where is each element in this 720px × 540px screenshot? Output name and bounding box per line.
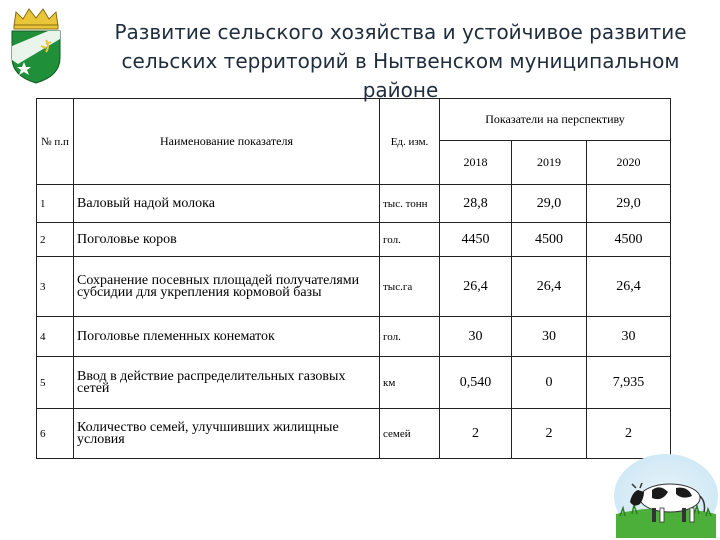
indicators-table [36, 98, 671, 459]
row-value-2018: 30 [440, 317, 512, 357]
row-unit: тыс.га [380, 257, 440, 317]
title-line-1: Развитие сельского хозяйства и устойчивое развитие [114, 20, 687, 44]
row-num: 1 [37, 185, 74, 223]
row-name: Ввод в действие распределительных газовых сетей [74, 357, 380, 409]
row-value-2018: 4450 [440, 223, 512, 257]
row-value-2019: 0 [512, 357, 587, 409]
cow-on-grass-image [610, 448, 718, 538]
table-row [37, 257, 671, 317]
row-value-2020: 26,4 [587, 257, 671, 317]
row-name: Количество семей, улучшивших жилищные условия [74, 409, 380, 459]
row-name: Сохранение посевных площадей получателями субсидии для укрепления кормовой базы [74, 257, 380, 317]
row-value-2020: 30 [587, 317, 671, 357]
table-header-row [37, 99, 671, 141]
header-year: 2020 [587, 141, 671, 185]
row-value-2019: 4500 [512, 223, 587, 257]
page-title [88, 18, 713, 105]
row-value-2018: 28,8 [440, 185, 512, 223]
coat-of-arms-icon [8, 6, 64, 84]
header-year: 2019 [512, 141, 587, 185]
table-row [37, 317, 671, 357]
table-row [37, 409, 671, 459]
header-num: № п.п [37, 99, 74, 185]
row-name: Поголовье коров [74, 223, 380, 257]
row-name: Поголовье племенных конематок [74, 317, 380, 357]
row-num: 5 [37, 357, 74, 409]
row-value-2018: 26,4 [440, 257, 512, 317]
table-row [37, 185, 671, 223]
row-value-2020: 29,0 [587, 185, 671, 223]
row-unit: тыс. тонн [380, 185, 440, 223]
row-unit: гол. [380, 223, 440, 257]
row-value-2020: 2 [587, 409, 671, 459]
row-value-2020: 4500 [587, 223, 671, 257]
row-name: Валовый надой молока [74, 185, 380, 223]
header-year: 2018 [440, 141, 512, 185]
table-row [37, 357, 671, 409]
table-row [37, 223, 671, 257]
row-unit: семей [380, 409, 440, 459]
row-value-2019: 30 [512, 317, 587, 357]
row-num: 3 [37, 257, 74, 317]
row-value-2018: 0,540 [440, 357, 512, 409]
title-line-2: сельских территорий в Нытвенском муниципальном районе [121, 49, 680, 102]
row-value-2019: 29,0 [512, 185, 587, 223]
row-value-2020: 7,935 [587, 357, 671, 409]
row-unit: гол. [380, 317, 440, 357]
row-num: 4 [37, 317, 74, 357]
row-value-2019: 2 [512, 409, 587, 459]
header-outlook: Показатели на перспективу [440, 99, 671, 141]
row-value-2019: 26,4 [512, 257, 587, 317]
row-num: 6 [37, 409, 74, 459]
row-value-2018: 2 [440, 409, 512, 459]
row-num: 2 [37, 223, 74, 257]
header-name: Наименование показателя [74, 99, 380, 185]
header-unit: Ед. изм. [380, 99, 440, 185]
row-unit: км [380, 357, 440, 409]
